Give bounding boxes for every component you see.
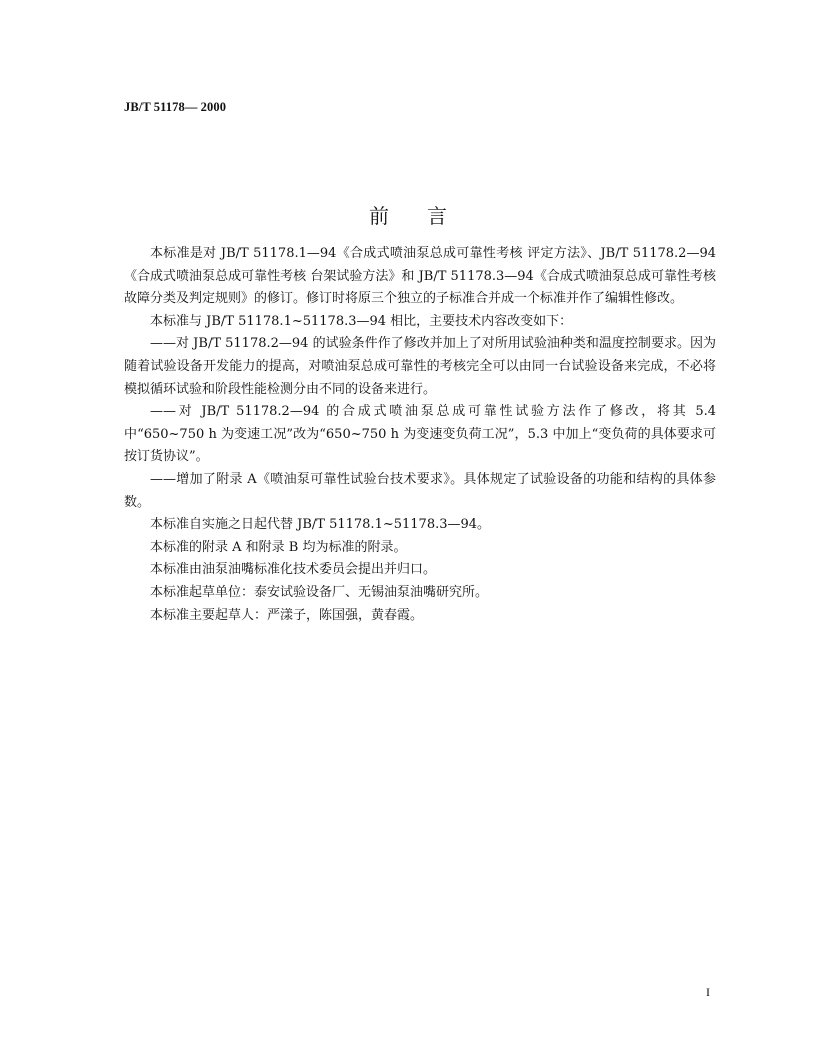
paragraph-change-appendix-a: ——增加了附录 A《喷油泵可靠性试验台技术要求》。具体规定了试验设备的功能和结构的具体参数。 bbox=[124, 471, 716, 510]
paragraph-appendices: 本标准的附录 A 和附录 B 均为标准的附录。 bbox=[150, 539, 407, 555]
page-number: I bbox=[706, 985, 710, 999]
paragraph-drafting-units: 本标准起草单位：泰安试验设备厂、无锡油泵油嘴研究所。 bbox=[150, 584, 489, 600]
paragraph-changes-intro: 本标准与 JB/T 51178.1~51178.3—94 相比，主要技术内容改变如下： bbox=[150, 313, 573, 329]
paragraph-drafters: 本标准主要起草人：严漾子，陈国强，黄春霞。 bbox=[150, 607, 424, 623]
paragraph-change-test-conditions: ——对 JB/T 51178.2—94 的试验条件作了修改并加上了对所用试验油种类和温度控制要求。因为随着试验设备开发能力的提高，对喷油泵总成可靠性的考核完全可以由同一台试验设备来完成，不必将模拟循环试验和阶段性能检测分由不同的设备来进行。 bbox=[124, 336, 716, 397]
paragraph-change-test-method: ——对 JB/T 51178.2—94 的合成式喷油泵总成可靠性试验方法作了修改，将其 5.4 中“650~750 h 为变速工况”改为“650~750 h 为变速变负荷工况”，5.3 中加上“变负荷的具体要求可按订货协议”。 bbox=[124, 404, 716, 465]
paragraph-revision-summary: 本标准是对 JB/T 51178.1—94《合成式喷油泵总成可靠性考核 评定方法》、JB/T 51178.2—94《合成式喷油泵总成可靠性考核 台架试验方法》和 JB/T 51178.3—94《合成式喷油泵总成可靠性考核 故障分类及判定规则》的修订。修订时将原三个独立的子标准合并成一个标准并作了编辑性修改。 bbox=[124, 246, 716, 307]
paragraph-proposer: 本标准由油泵油嘴标准化技术委员会提出并归口。 bbox=[150, 562, 437, 578]
paragraph-replacement: 本标准自实施之日起代替 JB/T 51178.1~51178.3—94。 bbox=[150, 517, 491, 533]
page-title: 前言 bbox=[369, 204, 485, 228]
standard-code: JB/T 51178— 2000 bbox=[124, 100, 227, 114]
foreword-body bbox=[124, 243, 716, 627]
